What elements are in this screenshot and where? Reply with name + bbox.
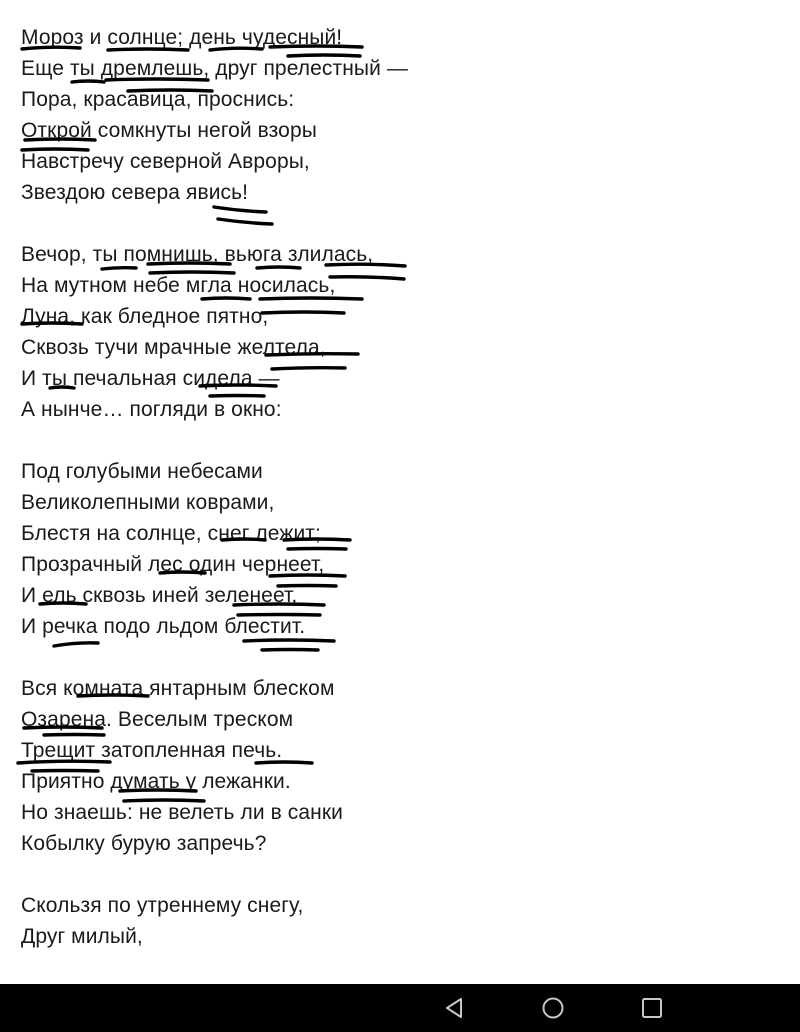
poem-line: А нынче… погляди в окно: bbox=[21, 398, 282, 421]
poem-line: И ель сквозь иней зеленеет, bbox=[21, 584, 298, 607]
stanza bbox=[21, 673, 781, 859]
poem-line: Пора, красавица, проснись: bbox=[21, 88, 295, 111]
poem-line: Вечор, ты помнишь, вьюга злилась, bbox=[21, 243, 374, 266]
poem-text bbox=[21, 22, 781, 983]
poem-line: Открой сомкнуты негой взоры bbox=[21, 119, 317, 142]
poem-line: Блестя на солнце, снег лежит; bbox=[21, 522, 321, 545]
poem-line: Сквозь тучи мрачные желтела, bbox=[21, 336, 326, 359]
back-icon[interactable] bbox=[442, 996, 466, 1020]
poem-line: Под голубыми небесами bbox=[21, 460, 263, 483]
stanza bbox=[21, 456, 781, 642]
poem-line: Навстречу северной Авроры, bbox=[21, 150, 310, 173]
poem-line: Но знаешь: не велеть ли в санки bbox=[21, 801, 343, 824]
recents-icon[interactable] bbox=[640, 996, 664, 1020]
poem-line: И ты печальная сидела — bbox=[21, 367, 280, 390]
poem-line: Прозрачный лес один чернеет, bbox=[21, 553, 325, 576]
poem-line: Мороз и солнце; день чудесный! bbox=[21, 26, 343, 49]
poem-line: Скользя по утреннему снегу, bbox=[21, 894, 304, 917]
stanza bbox=[21, 22, 781, 208]
poem-line: Вся комната янтарным блеском bbox=[21, 677, 335, 700]
poem-line: На мутном небе мгла носилась, bbox=[21, 274, 336, 297]
poem-line: И речка подо льдом блестит. bbox=[21, 615, 306, 638]
poem-line: Трещит затопленная печь. bbox=[21, 739, 283, 762]
poem-line: Луна, как бледное пятно, bbox=[21, 305, 269, 328]
home-icon[interactable] bbox=[541, 996, 565, 1020]
poem-line: Озарена. Веселым треском bbox=[21, 708, 294, 731]
poem-line: Кобылку бурую запречь? bbox=[21, 832, 267, 855]
system-navigation-bar bbox=[0, 984, 800, 1032]
poem-line: Друг милый, bbox=[21, 925, 143, 948]
poem-line: Приятно думать у лежанки. bbox=[21, 770, 291, 793]
stanza bbox=[21, 890, 781, 952]
poem-line: Еще ты дремлешь, друг прелестный — bbox=[21, 57, 408, 80]
stanza bbox=[21, 239, 781, 425]
poem-line: Великолепными коврами, bbox=[21, 491, 275, 514]
poem-line: Звездою севера явись! bbox=[21, 181, 249, 204]
